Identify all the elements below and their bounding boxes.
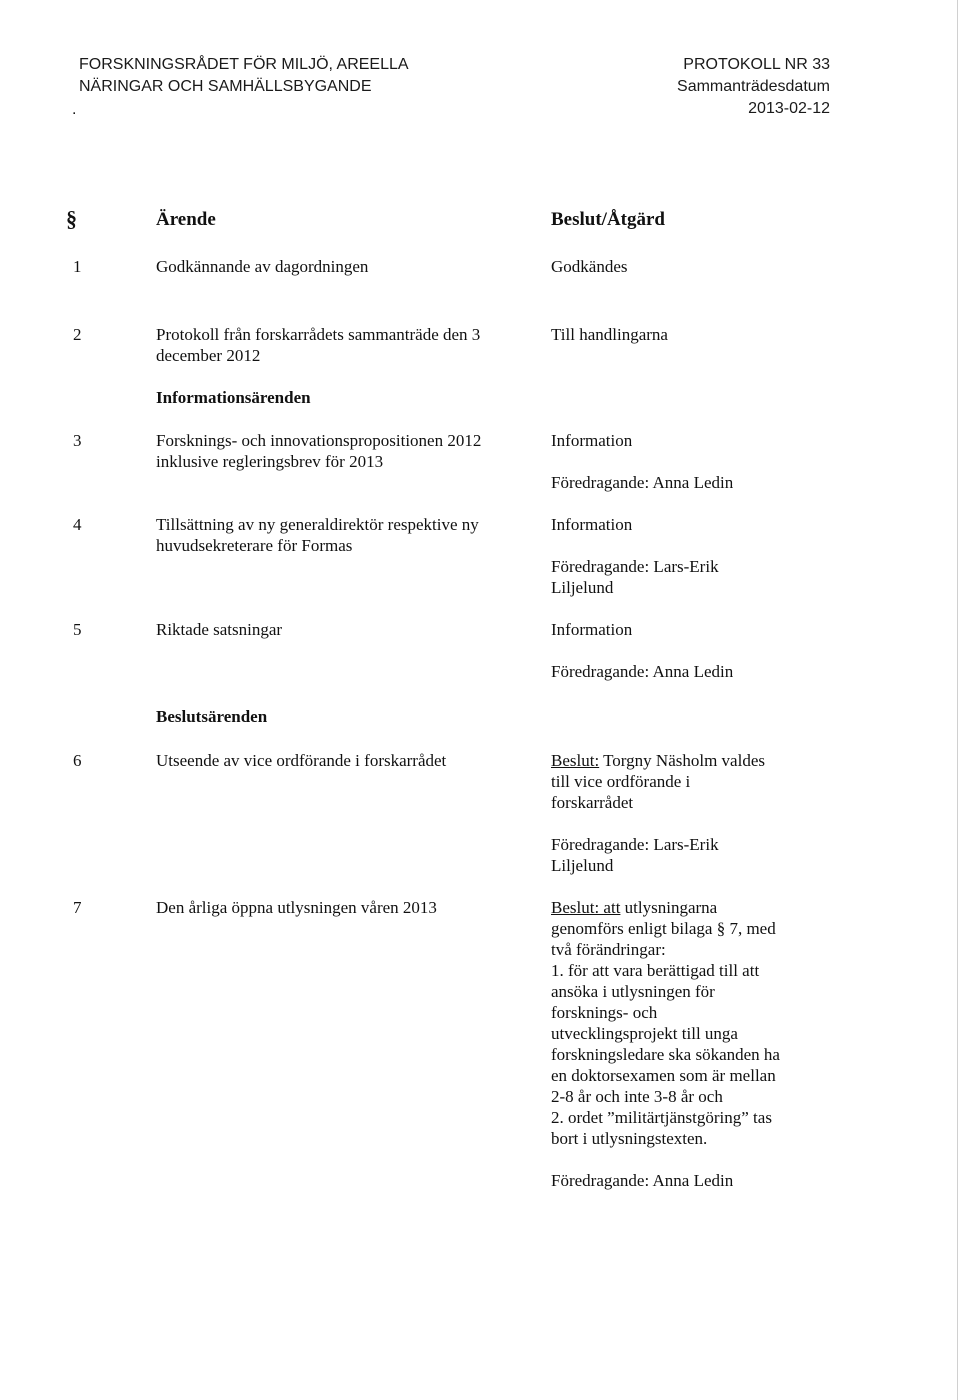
org-line-1: FORSKNINGSRÅDET FÖR MILJÖ, AREELLA	[79, 56, 409, 73]
item-presenter: Föredragande: Lars-Erik Liljelund	[551, 557, 719, 597]
item-presenter: Föredragande: Anna Ledin	[551, 473, 734, 492]
decision-label: Beslut:	[551, 751, 600, 770]
section-title: Beslutsärenden	[156, 707, 268, 726]
item-title: Godkännande av dagordningen	[156, 257, 369, 276]
meeting-date: 2013-02-12	[748, 100, 830, 117]
decision-text: utlysningarna genomförs enligt bilaga § 7, med två förändringar:	[551, 898, 776, 959]
item-action: Godkändes	[551, 257, 628, 276]
section-title: Informationsärenden	[156, 388, 311, 407]
decision-point-2: 2. ordet ”militärtjänstgöring” tas bort i utlysningstexten.	[551, 1108, 772, 1148]
paragraph-symbol: §	[66, 206, 77, 231]
meeting-date-label: Sammanträdesdatum	[677, 78, 830, 95]
item-number: 7	[73, 898, 82, 917]
item-title: Riktade satsningar	[156, 620, 283, 639]
item-action-block	[551, 619, 791, 682]
organization-name	[79, 54, 409, 98]
item-action: Information	[551, 431, 633, 450]
item-number: 4	[73, 515, 82, 534]
item-presenter: Föredragande: Anna Ledin	[551, 662, 734, 681]
item-title: Den årliga öppna utlysningen våren 2013	[156, 898, 437, 917]
stray-dot: .	[72, 101, 77, 118]
heading-arende: Ärende	[156, 209, 216, 230]
item-action-block	[551, 750, 766, 876]
heading-beslut: Beslut/Åtgärd	[551, 209, 665, 230]
item-action: Information	[551, 515, 633, 534]
item-title: Utseende av vice ordförande i forskarrådet	[156, 751, 447, 770]
item-number: 6	[73, 751, 82, 770]
protocol-number: PROTOKOLL NR 33	[683, 56, 830, 73]
item-number: 1	[73, 257, 82, 276]
item-title: Forsknings- och innovationspropositionen 2012 inklusive regleringsbrev för 2013	[156, 431, 482, 471]
item-decision	[551, 750, 766, 813]
decision-point-1: 1. för att vara berättigad till att ansöka i utlysningen för forsknings- och utvecklingsprojekt till unga forskningsledare ska sökanden ha en doktorsexamen som är mellan 2-8 år och inte 3-8 år och	[551, 961, 780, 1106]
item-action-block	[551, 897, 786, 1191]
item-action: Information	[551, 620, 633, 639]
item-decision	[551, 897, 786, 960]
item-action: Till handlingarna	[551, 325, 668, 344]
org-line-2: NÄRINGAR OCH SAMHÄLLSBYGANDE	[79, 78, 372, 95]
item-number: 5	[73, 620, 82, 639]
item-number: 3	[73, 431, 82, 450]
decision-text: Torgny Näsholm valdes till vice ordförande i forskarrådet	[551, 751, 765, 812]
item-title: Protokoll från forskarrådets sammanträde den 3 december 2012	[156, 325, 481, 365]
scan-edge-line	[957, 0, 958, 1400]
item-title: Tillsättning av ny generaldirektör respektive ny huvudsekreterare för Formas	[156, 515, 479, 555]
item-presenter: Föredragande: Lars-Erik Liljelund	[551, 835, 719, 875]
item-action-block	[551, 514, 741, 598]
item-number: 2	[73, 325, 82, 344]
item-action-block	[551, 430, 791, 493]
item-presenter: Föredragande: Anna Ledin	[551, 1171, 734, 1190]
protocol-info	[600, 54, 830, 120]
decision-label: Beslut: att	[551, 898, 621, 917]
